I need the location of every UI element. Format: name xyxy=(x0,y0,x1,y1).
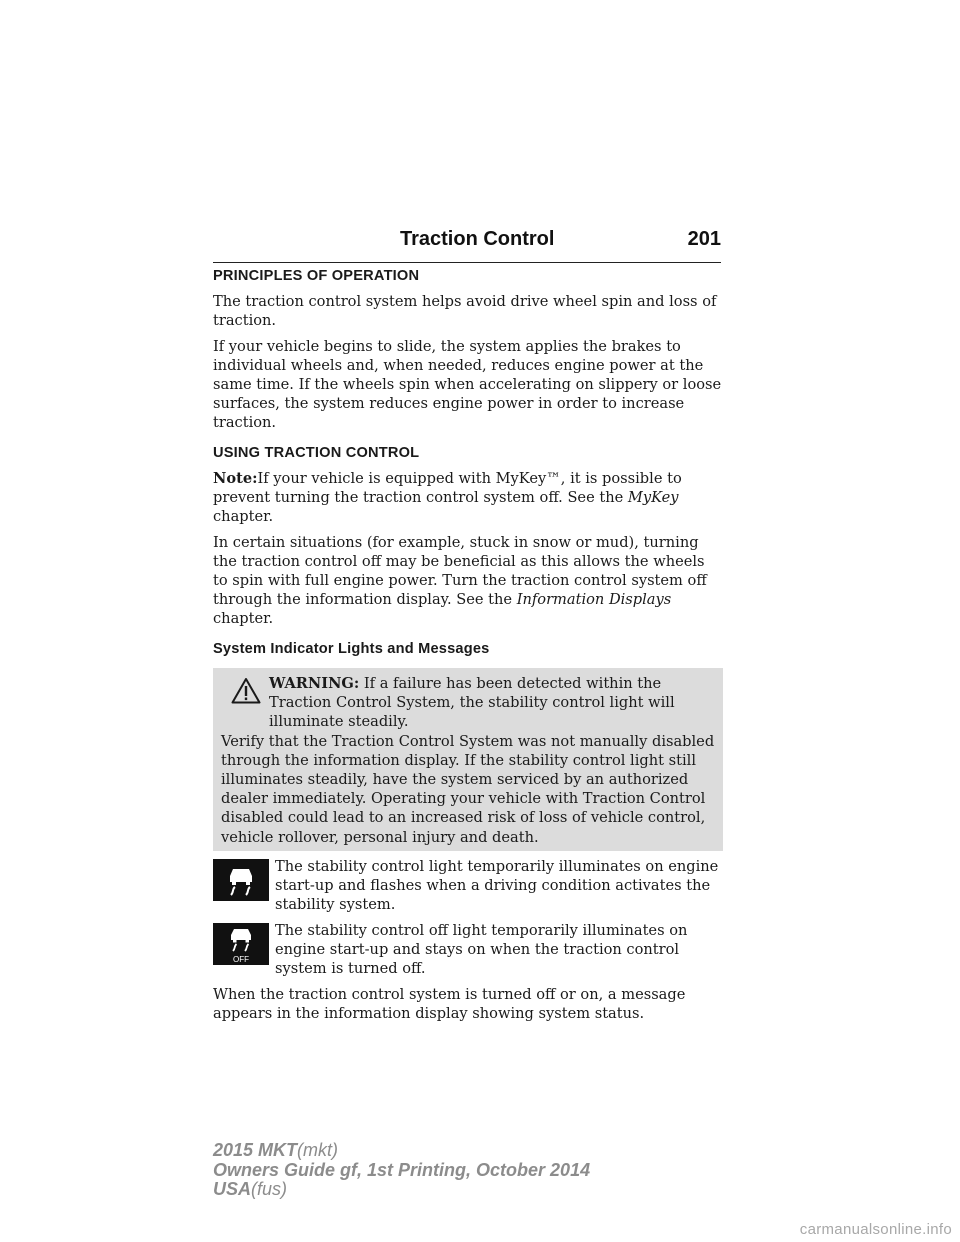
footer-line-2: Owners Guide gf, 1st Printing, October 2014 xyxy=(213,1159,591,1180)
note-end: chapter. xyxy=(213,508,274,525)
watermark: carmanualsonline.info xyxy=(799,1221,952,1238)
chapter-title: Traction Control xyxy=(400,228,555,250)
footer-line-1 xyxy=(213,1141,590,1161)
using-paragraph-2-text: In certain situations (for example, stuck in snow or mud), turning the traction control off may be beneficial as this allows the wheels to spin with full engine power. Turn the traction control system off through the information display. See the xyxy=(213,534,707,608)
note-paragraph xyxy=(213,469,723,526)
note-label: Note: xyxy=(213,470,258,487)
section-heading-indicators: System Indicator Lights and Messages xyxy=(213,641,490,657)
using-paragraph-2-end: chapter. xyxy=(213,610,274,627)
page-header xyxy=(213,228,721,263)
warning-head xyxy=(221,674,715,732)
page-number: 201 xyxy=(687,228,721,250)
section-heading-principles: PRINCIPLES OF OPERATION xyxy=(213,268,420,284)
warning-box xyxy=(213,668,723,851)
footer-model-code: (mkt) xyxy=(297,1140,339,1160)
stability-control-off-icon xyxy=(213,923,269,965)
section-heading-using: USING TRACTION CONTROL xyxy=(213,445,420,461)
footer-line-3 xyxy=(213,1180,590,1200)
closing-paragraph: When the traction control system is turned off or on, a message appears in the information display showing system status. xyxy=(213,985,686,1022)
indicator-stability xyxy=(213,857,723,914)
warning-rest: Verify that the Traction Control System was not manually disabled through the information display. If the stability control light still illuminates steadily, have the system serviced by an authorized dealer immediately. Operating your vehicle with Traction Control disabled could lead to an increased risk of loss of vehicle control, vehicle rollover, personal injury and death. xyxy=(221,732,715,846)
indicator-stability-off xyxy=(213,921,723,978)
warning-label: WARNING: xyxy=(269,675,360,692)
information-displays-reference: Information Displays xyxy=(516,591,672,608)
footer-model: 2015 MKT xyxy=(213,1140,298,1160)
stability-control-icon xyxy=(213,859,269,901)
warning-triangle-icon xyxy=(231,677,261,704)
note-text: If your vehicle is equipped with MyKey™, it is possible to prevent turning the traction control system off. See the xyxy=(213,470,682,506)
page-content xyxy=(213,267,723,1030)
warning-first: If a failure has been detected within the Traction Control System, the stability control light will illuminate steadily. xyxy=(269,675,675,731)
principles-paragraph-1: The traction control system helps avoid drive wheel spin and loss of traction. xyxy=(213,293,717,329)
stability-off-light-description: The stability control off light temporarily illuminates on engine start-up and stays on when the traction control system is turned off. xyxy=(275,921,688,977)
principles-paragraph-2: If your vehicle begins to slide, the system applies the brakes to individual wheels and, when needed, reduces engine power at the same time. If the wheels spin when accelerating on slippery or loose surfaces, the system reduces engine power in order to increase traction. xyxy=(213,338,722,431)
off-label: OFF xyxy=(233,954,249,964)
stability-light-description: The stability control light temporarily illuminates on engine start-up and flashes when a driving condition activates the stability system. xyxy=(275,857,719,913)
page-footer xyxy=(213,1141,590,1200)
mykey-reference: MyKey xyxy=(627,489,679,506)
using-paragraph-2 xyxy=(213,533,723,628)
footer-market-code: (fus) xyxy=(251,1179,288,1199)
footer-market: USA xyxy=(213,1179,252,1199)
